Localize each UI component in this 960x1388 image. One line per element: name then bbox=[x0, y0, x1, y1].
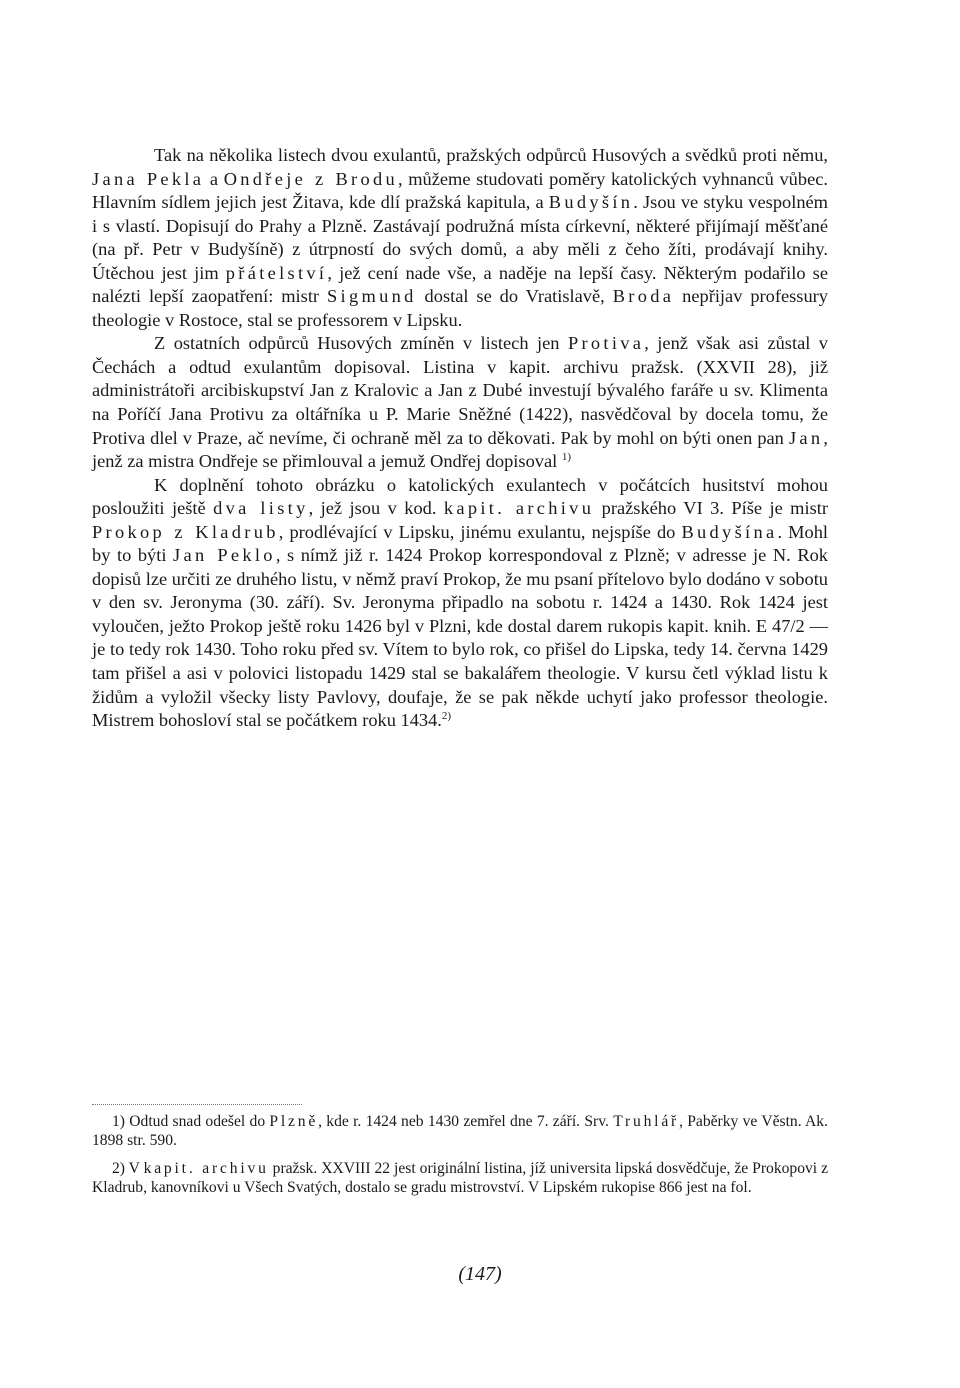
page-number: (147) bbox=[458, 1263, 502, 1285]
spaced-emphasis: dva listy bbox=[213, 498, 309, 519]
text-run: dostal se do Vratislavě, bbox=[416, 286, 613, 307]
spaced-emphasis: Ondřeje z Brodu bbox=[223, 168, 398, 189]
text-run: 2) V bbox=[112, 1159, 144, 1177]
text-run: , kde r. 1424 neb 1430 zemřel dne 7. září. Srv. bbox=[318, 1113, 614, 1130]
text-run: , můžeme studovati poměry katolických vyhnanců vůbec. Hlavním sídlem jejich jest Žitava, kde dlí pražská kapitula, a bbox=[92, 168, 828, 213]
spaced-emphasis: Plzně bbox=[269, 1113, 319, 1130]
text-run: Tak na několika listech dvou exulantů, pražských odpůrců Husových a svědků proti němu, bbox=[154, 145, 828, 165]
spaced-emphasis: Protiva bbox=[567, 333, 645, 354]
spaced-emphasis: přátelství bbox=[225, 262, 328, 283]
spaced-emphasis: kapit. archivu bbox=[443, 498, 595, 519]
spaced-emphasis: Truhlář bbox=[613, 1113, 680, 1130]
spaced-emphasis: Broda bbox=[612, 286, 675, 307]
footnotes bbox=[92, 1112, 828, 1206]
text-run: 1) Odtud snad odešel do bbox=[112, 1113, 270, 1130]
spaced-emphasis: Budyšín bbox=[548, 192, 634, 213]
text-run: pražsk. XXVIII 22 jest originální listina, jíž universita lipská dosvědčuje, že Prokopovi z Kladrub, kanovníkovi u Všech Svatých, dostalo se gradu mistrovství. V Lipském rukopise 866 jest na fol. bbox=[92, 1159, 828, 1197]
body-text bbox=[92, 144, 828, 733]
spaced-emphasis: Sigmund bbox=[327, 286, 417, 307]
text-run: , Paběrky ve Věstn. Ak. 1898 str. 590. bbox=[92, 1113, 829, 1150]
text-run: nepřijav professury theologie v Rostoce, stal se professorem v Lipsku. bbox=[92, 286, 828, 330]
spaced-emphasis: kapit. archivu bbox=[143, 1159, 269, 1177]
footnote bbox=[92, 1159, 828, 1198]
text-run: , jenž za mistra Ondřeje se přimlouval a jemuž Ondřej dopisoval bbox=[92, 427, 828, 472]
text-run: pražského VI 3. Píše je mistr bbox=[594, 498, 828, 519]
paragraph bbox=[92, 332, 828, 473]
text-run: Z ostatních odpůrců Husových zmíněn v listech jen bbox=[154, 333, 568, 354]
footnote-ref: 1) bbox=[561, 450, 572, 463]
text-run: , s nímž již r. 1424 Prokop korrespondoval z Plzně; v adresse je N. Rok dopisů lze určiti ze druhého listu, v němž praví Prokop, že mu psaní přítelovo bylo dodáno v sobotu v den sv. Jeronyma (30. září). Sv. Jeronyma připadlo na sobotu r. 1424 a 1430. Rok 1424 jest vyloučen, ježto Prokop ještě roku 1426 byl v Plzni, kde dostal darem rukopis kapit. knih. E 47/2 — je to tedy rok 1430. Toho roku před sv. Vítem to bylo rok, co přišel do Lipska, tedy 14. června 1429 tam přišel a asi v polovici listopadu 1429 stal se bakalářem theologie. V kursu četl výklad listu k židům a vyložil všecky listy Pavlovy, doufaje, že se pak někde uchytí jako professor theologie. Mistrem bohosloví stal se počátkem roku 1434. bbox=[92, 545, 829, 731]
paragraph bbox=[92, 474, 828, 733]
spaced-emphasis: Jana Pekla bbox=[92, 168, 205, 189]
text-run: a bbox=[204, 168, 224, 189]
spaced-emphasis: Jan bbox=[788, 427, 824, 448]
paragraph bbox=[92, 144, 828, 332]
spaced-emphasis: Jan Peklo bbox=[173, 545, 276, 566]
text-run: , jež jsou v kod. bbox=[308, 498, 444, 519]
text-run: . Jsou ve styku vespolném i s vlastí. Dopisují do Prahy a Plzně. Zastávají podružná místa církevní, některé přijímají měšťané (na př. Petr v Budyšíně) z útrpností do svých domů, a aby měli z čeho žíti, prodávají knihy. Útěchou jest jim bbox=[92, 192, 828, 283]
footnote bbox=[92, 1112, 828, 1151]
text-run: , prodlévající v Lipsku, jinému exulantu, nejspíše do bbox=[278, 521, 682, 542]
text-run: K doplnění tohoto obrázku o katolických exulantech v počátcích husitství mohou posloužiti ještě bbox=[92, 474, 828, 519]
footnote-ref: 2) bbox=[441, 710, 452, 722]
footnote-separator bbox=[92, 1104, 302, 1105]
text-run: , jenž však asi zůstal v Čechách a odtud exulantům dopisoval. Listina v kapit. archivu pražsk. (XXVII 28), již administrátoři arcibiskupství Jan z Kralovic a Jan z Dubé investují bývalého faráře u sv. Klimenta na Poříčí Jana Protivu za oltářníka u P. Marie Sněžné (1422), nasvědčoval by docela tomu, že Protiva dlel v Praze, ač nevíme, či ochraně měl za to děkovati. Pak by mohl on býti onen pan bbox=[92, 333, 828, 448]
text-run: , jež cení nade vše, a naděje na lepší časy. Některým podařilo se nalézti lepší zaopatření: mistr bbox=[92, 262, 828, 307]
text-run: . Mohl by to býti bbox=[92, 521, 828, 566]
spaced-emphasis: Prokop z Kladrub bbox=[92, 521, 279, 542]
spaced-emphasis: Budyšína bbox=[681, 521, 778, 542]
